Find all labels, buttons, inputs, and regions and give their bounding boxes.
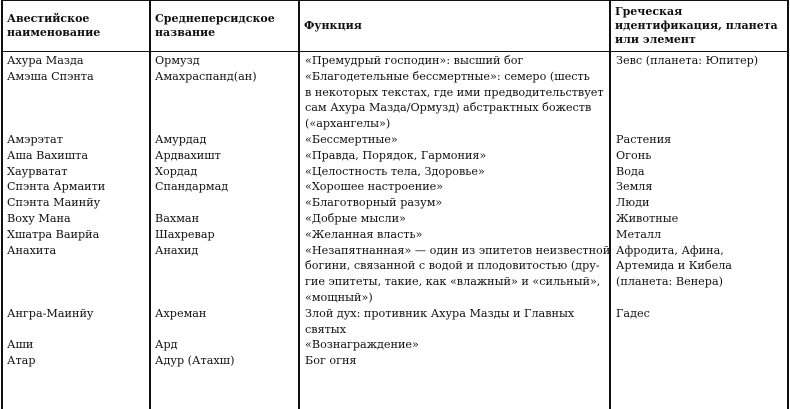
greek-cell — [611, 353, 787, 369]
table-row — [3, 164, 787, 180]
avestan-cell-line: Амэша Спэнта — [7, 69, 94, 83]
greek-cell-line: Афродита, Афина, — [616, 243, 724, 257]
middle-persian-cell-line: Амахраспанд(ан) — [155, 69, 257, 83]
function-cell-line: «Желанная власть» — [305, 227, 423, 241]
avestan-cell-line: Анахита — [7, 243, 57, 257]
table-row — [3, 211, 787, 227]
greek-cell — [611, 243, 787, 306]
table-row — [3, 69, 787, 132]
middle-persian-cell — [151, 243, 300, 306]
greek-cell-line: Растения — [616, 132, 672, 146]
function-cell — [300, 179, 611, 195]
table-row — [3, 306, 787, 338]
middle-persian-cell — [151, 179, 300, 195]
table-row — [3, 53, 787, 69]
avestan-cell-line: Хшатра Ваирйа — [7, 227, 100, 241]
greek-cell-line — [616, 353, 787, 369]
avestan-cell — [3, 353, 151, 369]
greek-cell — [611, 132, 787, 148]
function-cell-line: Злой дух: противник Ахура Мазды и Главных — [305, 306, 575, 320]
function-cell-line: богини, связанной с водой и плодовитостью (дру- — [305, 259, 600, 273]
table-row — [3, 353, 787, 369]
avestan-cell-line: Хаурватат — [7, 164, 68, 178]
avestan-cell — [3, 132, 151, 148]
avestan-cell-line: Аши — [7, 338, 34, 352]
function-cell-line: Бог огня — [305, 354, 357, 368]
middle-persian-cell — [151, 211, 300, 227]
function-cell-line: святых — [305, 322, 347, 336]
avestan-cell-line: Воху Мана — [7, 211, 71, 225]
middle-persian-cell — [151, 195, 300, 211]
table-row — [3, 337, 787, 353]
greek-cell-line: Зевс (планета: Юпитер) — [616, 54, 759, 67]
table-row — [3, 227, 787, 243]
function-cell-line: в некоторых текстах, где ими предводительствует — [305, 85, 604, 99]
greek-cell-line: Гадес — [616, 306, 650, 320]
middle-persian-cell-line: Амурдад — [155, 132, 207, 146]
middle-persian-cell-line: Ард — [155, 338, 178, 352]
function-cell-line: «Правда, Порядок, Гармония» — [305, 148, 487, 162]
greek-cell-line: Артемида и Кибела — [616, 259, 732, 273]
avestan-cell-line: Аша Вахишта — [7, 148, 89, 162]
header-middle-persian: Среднеперсидское название — [155, 12, 275, 39]
greek-cell-line: Люди — [616, 196, 650, 210]
function-cell — [300, 164, 611, 180]
middle-persian-cell-line: Адур (Атахш) — [155, 354, 235, 368]
greek-cell-line: Животные — [616, 211, 679, 225]
middle-persian-cell-line — [155, 195, 300, 211]
greek-cell-line — [616, 337, 787, 353]
avestan-cell — [3, 195, 151, 211]
function-cell — [300, 148, 611, 164]
function-cell-line: «Бессмертные» — [305, 132, 398, 146]
function-cell — [300, 353, 611, 369]
table-row — [3, 179, 787, 195]
function-cell-line: («архангелы») — [305, 117, 391, 131]
avestan-cell — [3, 337, 151, 353]
middle-persian-cell — [151, 53, 300, 69]
greek-cell — [611, 227, 787, 243]
avestan-cell-line: Ангра-Маинйу — [7, 306, 94, 320]
greek-cell-line: Металл — [616, 227, 662, 241]
function-cell — [300, 195, 611, 211]
table-row — [3, 148, 787, 164]
function-cell-line: «Целостность тела, Здоровье» — [305, 164, 485, 178]
function-cell — [300, 337, 611, 353]
function-cell — [300, 69, 611, 132]
avestan-cell — [3, 148, 151, 164]
greek-cell — [611, 195, 787, 211]
middle-persian-cell-line: Ардвахишт — [155, 148, 221, 162]
header-avestan: Авестийское наименование — [7, 12, 101, 39]
greek-cell-line: Вода — [616, 164, 645, 178]
greek-cell — [611, 69, 787, 132]
avestan-cell — [3, 69, 151, 132]
middle-persian-cell-line: Вахман — [155, 211, 200, 225]
function-cell-line: «мощный») — [305, 290, 373, 304]
avestan-cell-line: Спэнта Армаити — [7, 180, 106, 194]
function-cell — [300, 243, 611, 306]
middle-persian-cell-line: Ахреман — [155, 306, 207, 320]
greek-cell-line: Земля — [616, 180, 653, 194]
middle-persian-cell — [151, 148, 300, 164]
greek-cell-line — [616, 69, 787, 85]
greek-cell-line: (планета: Венера) — [616, 275, 723, 289]
middle-persian-cell-line: Анахид — [155, 243, 199, 257]
middle-persian-cell — [151, 164, 300, 180]
middle-persian-cell-line: Хордад — [155, 164, 198, 178]
greek-cell — [611, 148, 787, 164]
avestan-cell — [3, 53, 151, 69]
table-body — [3, 53, 787, 369]
function-cell-line: гие эпитеты, такие, как «влажный» и «сильный», — [305, 275, 601, 289]
greek-cell — [611, 337, 787, 353]
middle-persian-cell — [151, 306, 300, 338]
middle-persian-cell-line: Шахревар — [155, 227, 215, 241]
table-row — [3, 195, 787, 211]
middle-persian-cell — [151, 132, 300, 148]
table-header — [3, 1, 787, 52]
avestan-cell-line: Атар — [7, 354, 36, 368]
middle-persian-cell — [151, 69, 300, 132]
avestan-cell — [3, 306, 151, 338]
function-cell — [300, 132, 611, 148]
middle-persian-cell — [151, 227, 300, 243]
table-row — [3, 243, 787, 306]
function-cell — [300, 53, 611, 69]
middle-persian-cell-line: Спандармад — [155, 180, 229, 194]
avestan-cell-line: Ахура Мазда — [7, 54, 84, 67]
middle-persian-cell — [151, 337, 300, 353]
avestan-cell — [3, 211, 151, 227]
avestan-cell-line: Спэнта Маинйу — [7, 196, 101, 210]
function-cell-line: «Незапятнанная» — один из эпитетов неизвестной — [305, 243, 611, 257]
avestan-cell — [3, 227, 151, 243]
greek-cell-line: Огонь — [616, 148, 652, 162]
function-cell — [300, 211, 611, 227]
middle-persian-cell — [151, 353, 300, 369]
function-cell — [300, 306, 611, 338]
avestan-cell-line: Амэрэтат — [7, 132, 63, 146]
function-cell-line: «Добрые мысли» — [305, 211, 406, 225]
function-cell-line: «Хорошее настроение» — [305, 180, 444, 194]
avestan-cell — [3, 179, 151, 195]
avestan-cell — [3, 164, 151, 180]
function-cell-line: «Премудрый господин»: высший бог — [305, 54, 524, 67]
function-cell-line: «Благодетельные бессмертные»: семеро (шесть — [305, 69, 590, 83]
greek-cell — [611, 179, 787, 195]
greek-cell — [611, 211, 787, 227]
greek-cell — [611, 164, 787, 180]
header-greek: Греческая идентификация, планета или элемент — [615, 5, 778, 46]
function-cell-line: сам Ахура Мазда/Ормузд) абстрактных божеств — [305, 101, 592, 115]
header-function: Функция — [304, 19, 362, 32]
deities-table — [1, 0, 789, 409]
middle-persian-cell-line: Ормузд — [155, 54, 200, 67]
greek-cell — [611, 53, 787, 69]
greek-cell — [611, 306, 787, 338]
table-row — [3, 132, 787, 148]
function-cell-line: «Вознаграждение» — [305, 338, 419, 352]
function-cell — [300, 227, 611, 243]
avestan-cell — [3, 243, 151, 306]
function-cell-line: «Благотворный разум» — [305, 196, 443, 210]
